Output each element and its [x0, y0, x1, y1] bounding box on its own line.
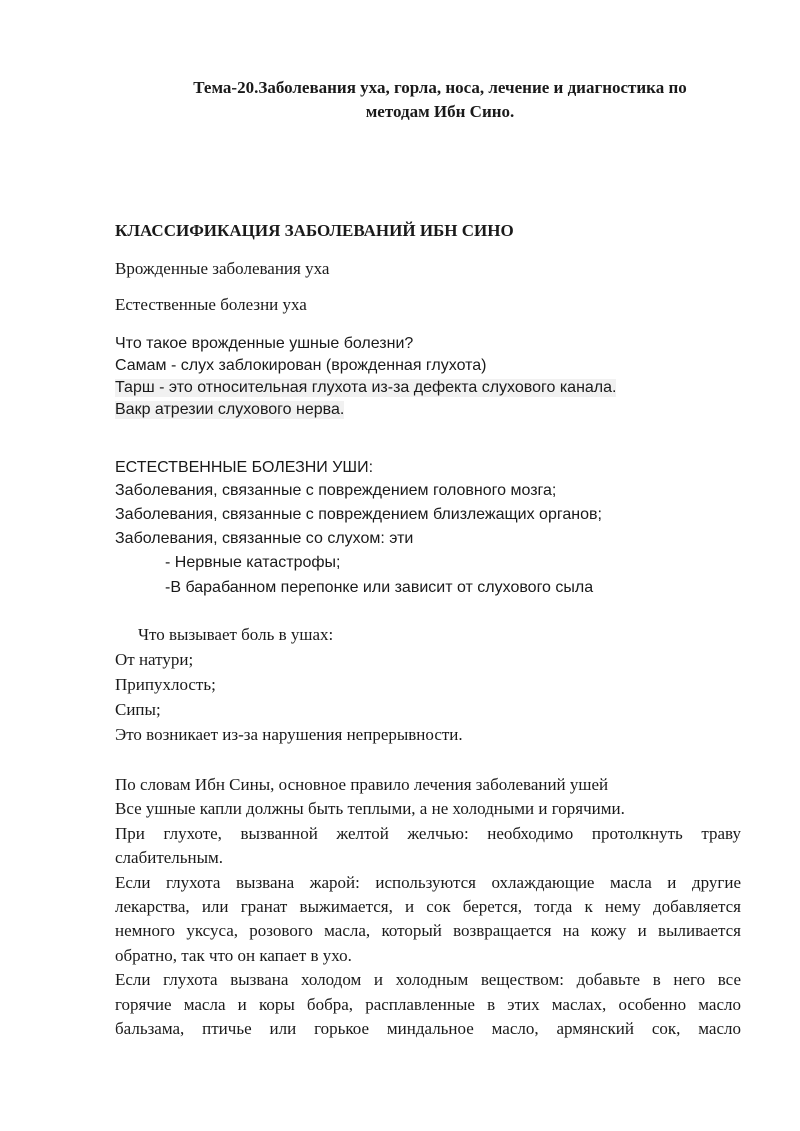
congenital-tarsh: Тарш - это относительная глухота из-за дефекта слухового канала. — [115, 379, 617, 396]
congenital-samam: Самам - слух заблокирован (врожденная глухота) — [115, 357, 487, 374]
page-title — [120, 76, 760, 124]
pain-question: Что вызывает боль в ушах: — [138, 625, 334, 644]
title-line-2: методам Ибн Сино. — [365, 102, 515, 121]
pain-line-4: Это возникает из-за нарушения непрерывности. — [115, 725, 463, 744]
natural-line-3: Заболевания, связанные со слухом: эти — [115, 530, 414, 547]
natural-line-2: Заболевания, связанные с повреждением близлежащих органов; — [115, 506, 602, 523]
treatment-line-6: лекарства, или гранат выжимается, и сок берется, тогда к нему добавляется — [115, 897, 741, 917]
treatment-line-4: слабительным. — [115, 848, 224, 868]
treatment-line-2: Все ушные капли должны быть теплыми, а не холодными и горячими. — [115, 799, 625, 819]
treatment-line-10: горячие масла и коры бобра, расплавленные в этих маслах, особенно масло — [115, 994, 741, 1014]
congenital-vakr: Вакр атрезии слухового нерва. — [115, 401, 345, 418]
treatment-line-9: Если глухота вызвана холодом и холодным веществом: добавьте в него все — [115, 970, 741, 990]
treatment-line-11: бальзама, птичье или горькое миндальное масло, армянский сок, масло — [115, 1019, 741, 1039]
congenital-question: Что такое врожденные ушные болезни? — [115, 335, 414, 352]
treatment-line-1: По словам Ибн Сины, основное правило лечения заболеваний ушей — [115, 775, 609, 794]
intro-paragraph-2: Естественные болезни уха — [115, 295, 307, 314]
natural-line-5: -В барабанном перепонке или зависит от слухового сыла — [165, 579, 594, 596]
treatment-line-8: обратно, так что он капает в ухо. — [115, 945, 352, 965]
natural-line-1: Заболевания, связанные с повреждением головного мозга; — [115, 482, 557, 499]
title-line-1: Тема-20.Заболевания уха, горла, носа, лечение и диагностика по — [193, 78, 687, 97]
natural-heading: ЕСТЕСТВЕННЫЕ БОЛЕЗНИ УШИ: — [115, 459, 374, 476]
treatment-line-3: При глухоте, вызванной желтой желчью: необходимо протолкнуть траву — [115, 823, 741, 843]
pain-line-3: Сипы; — [115, 700, 161, 719]
intro-paragraph-1: Врожденные заболевания уха — [115, 259, 330, 278]
pain-line-2: Припухлость; — [115, 675, 216, 694]
treatment-block — [115, 773, 741, 1041]
pain-line-1: От натури; — [115, 650, 194, 669]
section-heading: КЛАССИФИКАЦИЯ ЗАБОЛЕВАНИЙ ИБН СИНО — [115, 221, 514, 240]
natural-line-4: - Нервные катастрофы; — [165, 554, 341, 571]
treatment-line-5: Если глухота вызвана жарой: используются охлаждающие масла и другие — [115, 872, 741, 892]
treatment-line-7: немного уксуса, розового масла, который возвращается на кожу и выливается — [115, 921, 741, 941]
